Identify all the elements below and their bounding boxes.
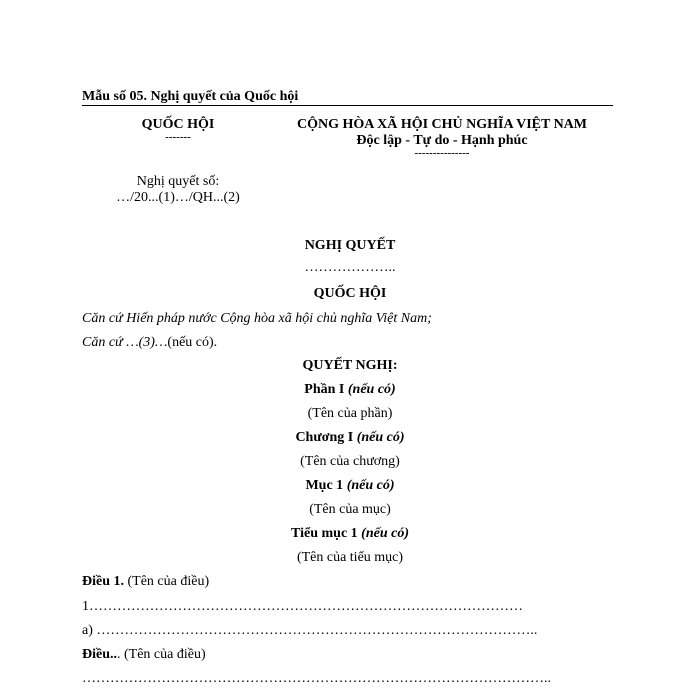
resolves-heading: QUYẾT NGHỊ: (302, 358, 398, 373)
chapter-heading (200, 430, 500, 446)
subsection-heading (200, 526, 500, 542)
issuer-heading: QUỐC HỘI (313, 286, 387, 301)
point-a: a) ………………………………………………………………………………….. (82, 623, 538, 638)
chapter-name: (Tên của chương) (300, 454, 400, 469)
resolution-number-label: Nghị quyết số: (136, 174, 220, 189)
national-title: CỘNG HÒA XÃ HỘI CHỦ NGHĨA VIỆT NAM (296, 117, 587, 132)
subsection-note: (nếu có) (361, 526, 409, 541)
filler-line: ……………………………………………………………………………………….. (82, 671, 551, 686)
document-type: NGHỊ QUYẾT (304, 238, 396, 253)
article-1-heading (82, 574, 209, 590)
basis-constitution: Căn cứ Hiến pháp nước Cộng hòa xã hội chủ nghĩa Việt Nam; (82, 311, 432, 326)
article-1-name: (Tên của điều) (127, 574, 210, 589)
form-title: Mẫu số 05. Nghị quyết của Quốc hội (82, 89, 299, 104)
section-note: (nếu có) (346, 478, 395, 493)
basis-other (82, 335, 217, 351)
subsection-label: Tiểu mục 1 (291, 526, 358, 541)
part-note: (nếu có) (347, 382, 396, 397)
title-divider (82, 105, 613, 106)
chapter-note: (nếu có) (356, 430, 405, 445)
section-label: Mục 1 (305, 478, 344, 493)
national-motto: Độc lập - Tự do - Hạnh phúc (356, 133, 528, 148)
section-name: (Tên của mục) (309, 502, 391, 517)
clause-1: 1………………………………………………………………………………… (82, 599, 523, 614)
basis-other-note: (nếu có). (167, 335, 218, 350)
subsection-name: (Tên của tiểu mục) (296, 550, 404, 565)
issuing-body: QUỐC HỘI (141, 117, 215, 132)
part-name: (Tên của phần) (307, 406, 393, 421)
section-heading (200, 478, 500, 494)
article-n-heading (82, 647, 206, 663)
basis-other-italic: Căn cứ …(3)… (82, 335, 168, 350)
issuing-body-rule: ------- (165, 131, 191, 143)
article-1-label: Điều 1. (82, 574, 124, 589)
article-n-label: Điều.. (82, 647, 117, 662)
motto-rule: --------------- (414, 147, 470, 159)
document-subject: ……………….. (304, 260, 396, 275)
part-heading (200, 382, 500, 398)
resolution-number-value: …/20...(1)…/QH...(2) (116, 190, 240, 205)
part-label: Phần I (304, 382, 345, 397)
article-n-name: . (Tên của điều) (117, 647, 206, 662)
chapter-label: Chương I (295, 430, 354, 445)
